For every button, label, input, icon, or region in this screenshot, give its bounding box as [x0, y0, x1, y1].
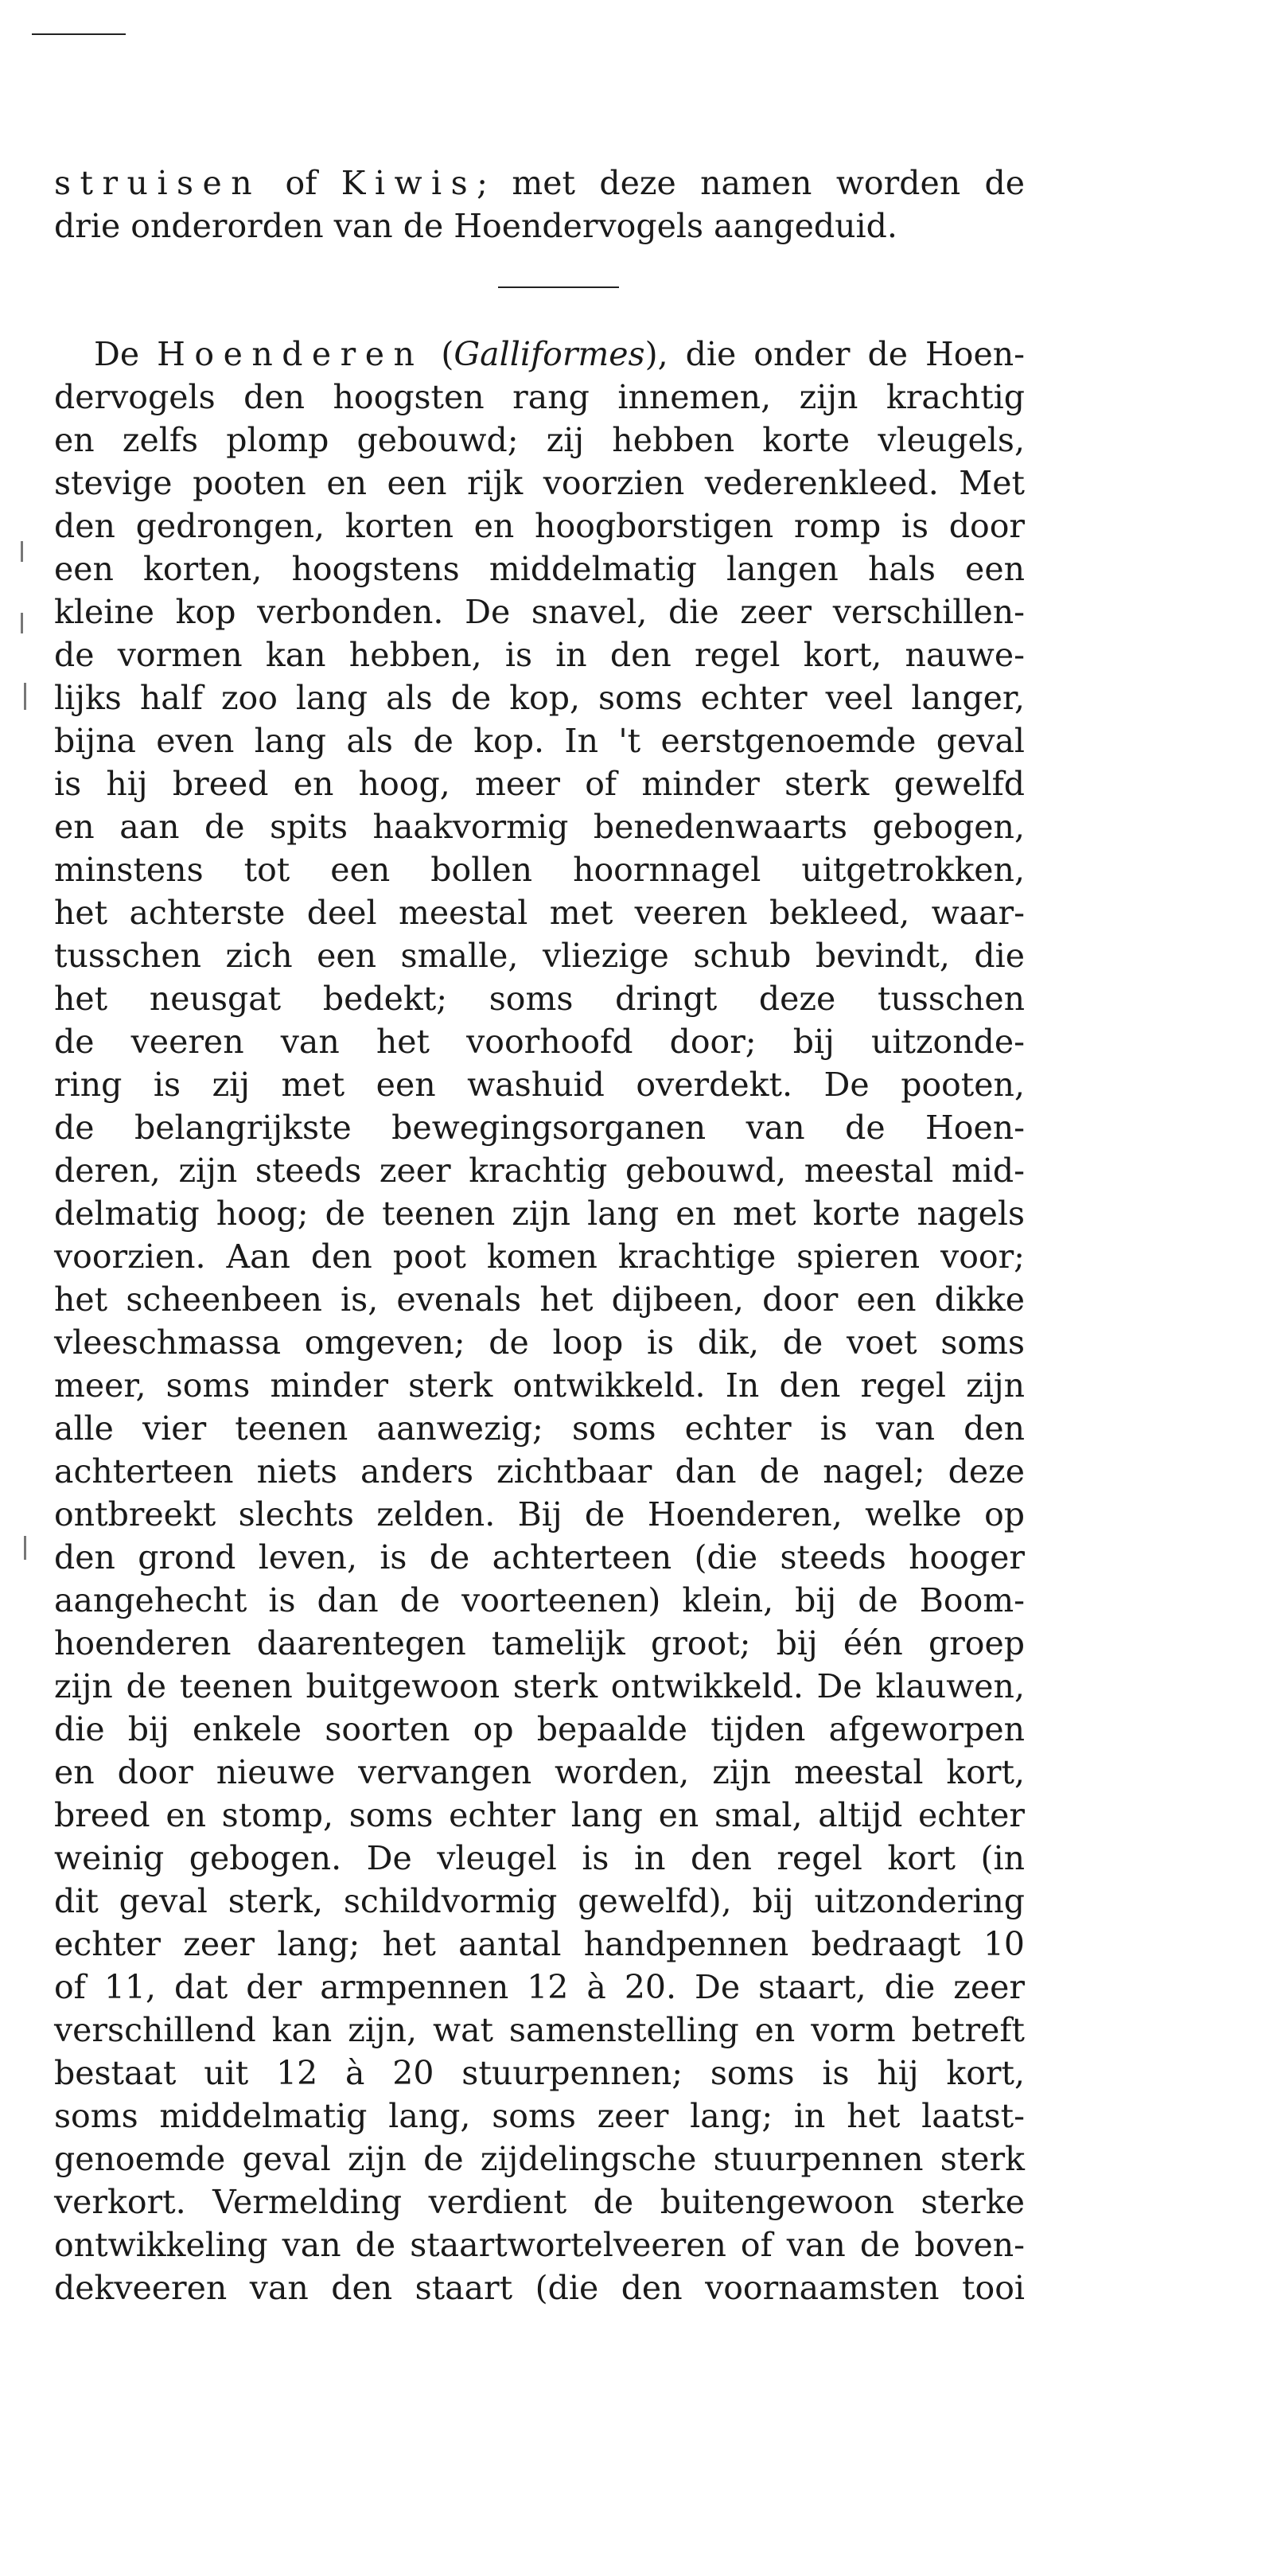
main-line: verkort. Vermelding verdient de buitengewoon sterke: [54, 2183, 1025, 2221]
main-line: vleeschmassa omgeven; de loop is dik, de voet soms: [54, 1323, 1025, 1362]
main-line: het scheenbeen is, evenals het dijbeen, door een dikke: [54, 1280, 1025, 1319]
scan-mark: [21, 613, 23, 633]
scan-mark: [24, 1536, 26, 1560]
main-line: delmatig hoog; de teenen zijn lang en met korte nagels: [54, 1194, 1025, 1233]
main-line: en aan de spits haakvormig benedenwaarts gebogen,: [54, 808, 1025, 846]
main-line: is hij breed en hoog, meer of minder sterk gewelfd: [54, 765, 1025, 803]
main-line: bestaat uit 12 à 20 stuurpennen; soms is hij kort,: [54, 2054, 1025, 2092]
main-line-1: De Hoenderen (Galliformes), die onder de Hoen-: [94, 335, 1026, 373]
main-line: weinig gebogen. De vleugel is in den regel kort (in: [54, 1839, 1025, 1877]
term-hoenderen: Hoenderen: [157, 335, 424, 373]
scan-mark: [24, 683, 26, 710]
main-line: zijn de teenen buitgewoon sterk ontwikkeld. De klauwen,: [54, 1667, 1025, 1705]
main-line: den grond leven, is de achterteen (die steeds hooger: [54, 1538, 1025, 1576]
main-line: soms middelmatig lang, soms zeer lang; in het laatst-: [54, 2097, 1025, 2135]
main-line: genoemde geval zijn de zijdelingsche stuurpennen sterk: [54, 2140, 1025, 2178]
term-galliformes: Galliformes: [454, 335, 645, 373]
main-line: of 11, dat der armpennen 12 à 20. De staart, die zeer: [54, 1968, 1025, 2006]
main-line: en door nieuwe vervangen worden, zijn meestal kort,: [54, 1753, 1025, 1791]
main-line: hoenderen daarentegen tamelijk groot; bij één groep: [54, 1624, 1025, 1662]
main-line: het achterste deel meestal met veeren bekleed, waar-: [54, 894, 1025, 932]
main-line: echter zeer lang; het aantal handpennen bedraagt 10: [54, 1925, 1025, 1963]
main-line: deren, zijn steeds zeer krachtig gebouwd, meestal mid-: [54, 1152, 1025, 1190]
main-line: ontwikkeling van de staartwortelveeren of van de boven-: [54, 2226, 1025, 2264]
main-line: bijna even lang als de kop. In 't eerstgenoemde geval: [54, 722, 1025, 760]
main-line: verschillend kan zijn, wat samenstelling en vorm betreft: [54, 2011, 1025, 2049]
main-line: ring is zij met een washuid overdekt. De pooten,: [54, 1066, 1025, 1104]
main-line: dit geval sterk, schildvormig gewelfd), bij uitzondering: [54, 1882, 1025, 1920]
intro-line-1: struisen of Kiwis; met deze namen worden de: [54, 164, 1025, 202]
main-line: en zelfs plomp gebouwd; zij hebben korte vleugels,: [54, 421, 1025, 459]
section-divider: [498, 286, 619, 288]
main-line: stevige pooten en een rijk voorzien vederenkleed. Met: [54, 464, 1025, 502]
main-line: lijks half zoo lang als de kop, soms echter veel langer,: [54, 679, 1025, 717]
main-line: de belangrijkste bewegingsorganen van de Hoen-: [54, 1109, 1025, 1147]
main-line: achterteen niets anders zichtbaar dan de nagel; deze: [54, 1452, 1025, 1491]
scan-mark: [21, 541, 23, 562]
main-line: een korten, hoogstens middelmatig langen hals een: [54, 550, 1025, 588]
main-line: minstens tot een bollen hoornnagel uitgetrokken,: [54, 851, 1025, 889]
term-kiwis: Kiwis: [341, 164, 477, 202]
main-line: meer, soms minder sterk ontwikkeld. In den regel zijn: [54, 1366, 1025, 1405]
main-line: kleine kop verbonden. De snavel, die zeer verschillen-: [54, 593, 1025, 631]
main-line: die bij enkele soorten op bepaalde tijden afgeworpen: [54, 1710, 1025, 1748]
main-line: dekveeren van den staart (die den voornaamsten tooi: [54, 2269, 1025, 2307]
main-line: ontbreekt slechts zelden. Bij de Hoenderen, welke op: [54, 1495, 1025, 1534]
main-line: het neusgat bedekt; soms dringt deze tusschen: [54, 980, 1025, 1018]
main-line: dervogels den hoogsten rang innemen, zijn krachtig: [54, 378, 1025, 416]
main-line: alle vier teenen aanwezig; soms echter is van den: [54, 1409, 1025, 1448]
top-rule-divider: [32, 33, 126, 35]
main-line: den gedrongen, korten en hoogborstigen romp is door: [54, 507, 1025, 545]
main-line: de veeren van het voorhoofd door; bij uitzonde-: [54, 1023, 1025, 1061]
term-struisen: struisen: [54, 164, 262, 202]
main-line: de vormen kan hebben, is in den regel kort, nauwe-: [54, 636, 1025, 674]
main-line: aangehecht is dan de voorteenen) klein, bij de Boom-: [54, 1581, 1025, 1619]
main-line: tusschen zich een smalle, vliezige schub bevindt, die: [54, 937, 1025, 975]
main-line: voorzien. Aan den poot komen krachtige spieren voor;: [54, 1237, 1025, 1276]
intro-line-2: drie onderorden van de Hoendervogels aangeduid.: [54, 207, 897, 245]
main-line: breed en stomp, soms echter lang en smal, altijd echter: [54, 1796, 1025, 1834]
